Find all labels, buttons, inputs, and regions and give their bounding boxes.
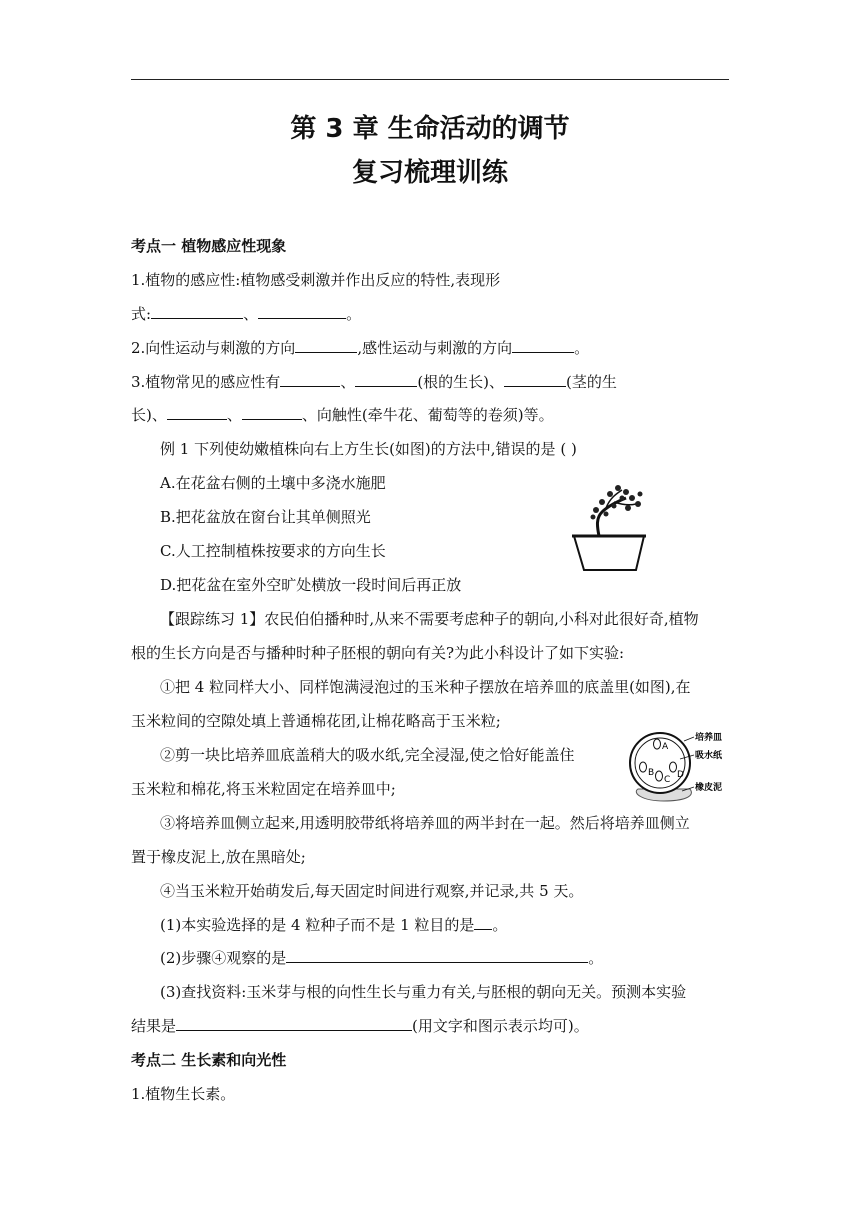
option-a: A.在花盆右侧的土壤中多浇水施肥 bbox=[160, 474, 386, 492]
example1-question: 例 1 下列使幼嫩植株向右上方生长(如图)的方法中,错误的是 ( ) bbox=[160, 440, 577, 458]
label-clay: 橡皮泥 bbox=[695, 783, 723, 793]
step1b: 玉米粒间的空隙处填上普通棉花团,让棉花略高于玉米粒; bbox=[131, 712, 501, 730]
step3a: ③将培养皿侧立起来,用透明胶带纸将培养皿的两半封在一起。然后将培养皿侧立 bbox=[160, 814, 690, 832]
tracking-exercise-1b: 根的生长方向是否与播种时种子胚根的朝向有关?为此小科设计了如下实验: bbox=[131, 644, 625, 662]
option-c: C.人工控制植株按要求的方向生长 bbox=[160, 542, 386, 560]
plant-pot-figure bbox=[566, 484, 656, 574]
petri-dish-figure bbox=[624, 727, 732, 803]
question-3a: (3)查找资料:玉米芽与根的向性生长与重力有关,与胚根的朝向无关。预测本实验 bbox=[160, 983, 687, 1001]
step3b: 置于橡皮泥上,放在黑暗处; bbox=[131, 848, 306, 866]
s1-line2: 2.向性运动与刺激的方向 ,感性运动与刺激的方向 。 bbox=[131, 339, 590, 357]
label-paper: 吸水纸 bbox=[695, 751, 723, 761]
s1-line1b: 式: 、 。 bbox=[131, 305, 362, 323]
seed-label-a: A bbox=[662, 742, 669, 752]
label-dish: 培养皿 bbox=[695, 733, 723, 743]
question-2: (2)步骤④观察的是 。 bbox=[160, 949, 604, 967]
step4: ④当玉米粒开始萌发后,每天固定时间进行观察,并记录,共 5 天。 bbox=[160, 882, 584, 900]
s1-line4: 长)、 、 、向触性(牵牛花、葡萄等的卷须)等。 bbox=[131, 406, 554, 424]
question-3b: 结果是 (用文字和图示表示均可)。 bbox=[131, 1017, 589, 1035]
step2b: 玉米粒和棉花,将玉米粒固定在培养皿中; bbox=[131, 780, 396, 798]
s1-line1: 1.植物的感应性:植物感受刺激并作出反应的特性,表现形 bbox=[131, 271, 501, 289]
step2a: ②剪一块比培养皿底盖稍大的吸水纸,完全浸湿,使之恰好能盖住 bbox=[160, 746, 575, 764]
section2-heading: 考点二 生长素和向光性 bbox=[131, 1051, 287, 1069]
tracking-exercise-1a: 【跟踪练习 1】农民伯伯播种时,从来不需要考虑种子的朝向,小科对此很好奇,植物 bbox=[160, 610, 699, 628]
chapter-subtitle: 复习梳理训练 bbox=[351, 158, 508, 188]
top-rule bbox=[131, 79, 729, 80]
option-b: B.把花盆放在窗台让其单侧照光 bbox=[160, 508, 371, 526]
question-1: (1)本实验选择的是 4 粒种子而不是 1 粒目的是 。 bbox=[160, 916, 508, 934]
seed-label-d: D bbox=[677, 770, 684, 780]
step1a: ①把 4 粒同样大小、同样饱满浸泡过的玉米种子摆放在培养皿的底盖里(如图),在 bbox=[160, 678, 691, 696]
section1-heading: 考点一 植物感应性现象 bbox=[131, 237, 287, 255]
seed-label-c: C bbox=[664, 775, 671, 785]
chapter-title: 第 3 章 生命活动的调节 bbox=[290, 114, 570, 144]
seed-label-b: B bbox=[648, 768, 655, 778]
option-d: D.把花盆在室外空旷处横放一段时间后再正放 bbox=[160, 576, 462, 594]
s2-line1: 1.植物生长素。 bbox=[131, 1085, 236, 1103]
s1-line3: 3.植物常见的感应性有 、 (根的生长)、 (茎的生 bbox=[131, 373, 617, 391]
